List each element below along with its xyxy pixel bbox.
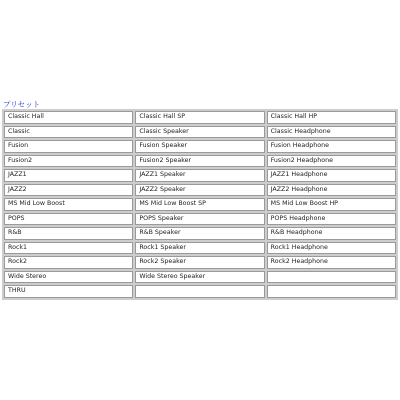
preset-cell: POPS Headphone [267, 213, 396, 226]
preset-cell: Classic Hall [4, 111, 133, 124]
preset-cell: MS Mid Low Boost SP [135, 198, 264, 211]
preset-cell: R&B [4, 227, 133, 240]
preset-cell: Wide Stereo Speaker [135, 271, 264, 284]
table-row [4, 126, 396, 139]
preset-cell: JAZZ1 Headphone [267, 169, 396, 182]
preset-cell: Fusion2 Speaker [135, 155, 264, 168]
preset-cell: MS Mid Low Boost [4, 198, 133, 211]
preset-cell: POPS Speaker [135, 213, 264, 226]
preset-cell: Rock2 Speaker [135, 256, 264, 269]
preset-cell: JAZZ1 Speaker [135, 169, 264, 182]
table-row [4, 140, 396, 153]
table-row [4, 285, 396, 298]
preset-cell: Classic Hall HP [267, 111, 396, 124]
preset-cell: Fusion2 [4, 155, 133, 168]
preset-cell [267, 285, 396, 298]
table-row [4, 213, 396, 226]
preset-cell: JAZZ1 [4, 169, 133, 182]
preset-section [2, 100, 398, 300]
table-row [4, 227, 396, 240]
preset-cell: R&B Headphone [267, 227, 396, 240]
preset-cell: JAZZ2 Speaker [135, 184, 264, 197]
table-row [4, 155, 396, 168]
preset-cell: Fusion Headphone [267, 140, 396, 153]
table-row [4, 256, 396, 269]
preset-cell: POPS [4, 213, 133, 226]
table-row [4, 184, 396, 197]
preset-cell [135, 285, 264, 298]
preset-cell: THRU [4, 285, 133, 298]
table-row [4, 111, 396, 124]
table-row [4, 169, 396, 182]
preset-cell: Classic Speaker [135, 126, 264, 139]
preset-cell: JAZZ2 Headphone [267, 184, 396, 197]
preset-caption: プリセット [3, 100, 41, 109]
preset-cell: Fusion [4, 140, 133, 153]
preset-cell: Rock1 Headphone [267, 242, 396, 255]
preset-cell: Rock2 [4, 256, 133, 269]
preset-cell: Rock2 Headphone [267, 256, 396, 269]
preset-cell: MS Mid Low Boost HP [267, 198, 396, 211]
preset-cell: Rock1 Speaker [135, 242, 264, 255]
preset-cell: Classic [4, 126, 133, 139]
preset-cell: JAZZ2 [4, 184, 133, 197]
preset-cell: Classic Headphone [267, 126, 396, 139]
preset-cell: Wide Stereo [4, 271, 133, 284]
preset-cell: Fusion2 Headphone [267, 155, 396, 168]
table-row [4, 198, 396, 211]
preset-table [2, 109, 398, 300]
preset-cell: Rock1 [4, 242, 133, 255]
preset-cell: R&B Speaker [135, 227, 264, 240]
table-row [4, 242, 396, 255]
preset-cell: Classic Hall SP [135, 111, 264, 124]
preset-table-body [4, 111, 396, 298]
preset-cell: Fusion Speaker [135, 140, 264, 153]
preset-cell [267, 271, 396, 284]
table-row [4, 271, 396, 284]
